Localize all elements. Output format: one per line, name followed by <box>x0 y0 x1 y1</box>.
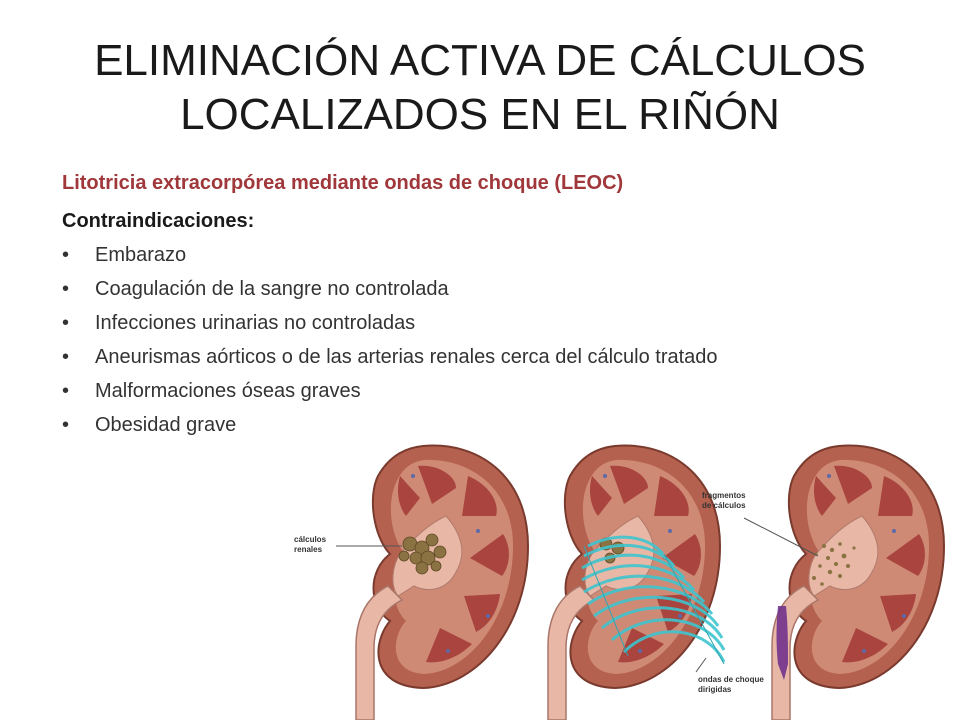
list-item: • Coagulación de la sangre no controlada <box>62 278 862 300</box>
title-line-1: ELIMINACIÓN ACTIVA DE CÁLCULOS <box>94 36 866 85</box>
list-item: • Obesidad grave <box>62 414 862 436</box>
waves-label-line-1: ondas de choque <box>698 675 764 684</box>
waves-label-line-2: dirigidas <box>698 685 732 694</box>
subtitle: Litotricia extracorpórea mediante ondas de choque (LEOC) <box>62 172 624 194</box>
fragments-label-line-1: fragmentos <box>702 491 746 500</box>
list-item: • Malformaciones óseas graves <box>62 380 862 402</box>
title-line-2: LOCALIZADOS EN EL RIÑÓN <box>180 90 780 139</box>
stones-label-line-1: cálculos <box>294 535 327 544</box>
fragments-label-line-2: de cálculos <box>702 501 746 510</box>
kidney-with-waves <box>548 446 720 720</box>
list-item: • Infecciones urinarias no controladas <box>62 312 862 334</box>
list-item: • Embarazo <box>62 244 862 266</box>
kidney-with-stones <box>356 446 528 720</box>
stones-label-line-2: renales <box>294 545 323 554</box>
kidney-with-fragments <box>772 446 944 720</box>
contraindications-label: Contraindicaciones: <box>62 210 255 232</box>
list-item: • Aneurismas aórticos o de las arterias renales cerca del cálculo tratado <box>62 346 862 368</box>
kidney-illustration <box>288 436 958 720</box>
contraindications-list <box>62 244 862 448</box>
slide-title <box>40 34 920 142</box>
kidney-illustration-svg <box>288 436 958 720</box>
